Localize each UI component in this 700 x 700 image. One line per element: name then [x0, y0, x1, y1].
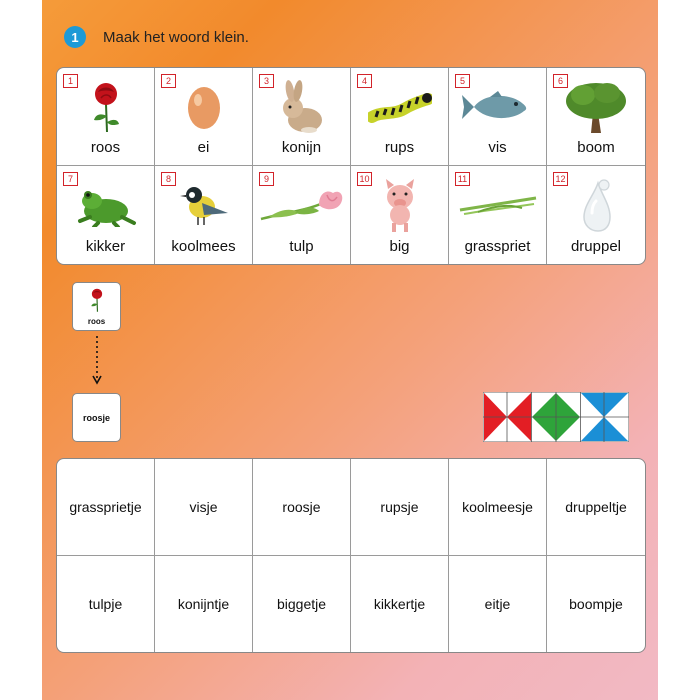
rose-icon	[57, 80, 154, 134]
answer-card[interactable]	[57, 556, 155, 653]
egg-icon	[155, 80, 252, 134]
exercise-number: 1	[64, 26, 86, 48]
answer-grid	[56, 458, 646, 653]
answer-card[interactable]	[449, 556, 547, 653]
item-number: 12	[553, 172, 568, 186]
picture-card[interactable]	[155, 68, 253, 166]
item-word: koolmees	[171, 238, 236, 255]
answer-word: biggetje	[276, 595, 327, 612]
answer-card[interactable]	[253, 556, 351, 653]
item-word: roos	[90, 139, 121, 156]
rabbit-icon	[253, 80, 350, 134]
item-number: 11	[455, 172, 470, 186]
item-word: ei	[197, 139, 210, 156]
bird-icon	[155, 178, 252, 232]
answer-word: rupsje	[380, 498, 419, 515]
item-number: 8	[161, 172, 176, 186]
answer-word: tulpje	[88, 595, 123, 612]
picture-card[interactable]	[547, 68, 645, 166]
picture-card[interactable]	[253, 166, 351, 264]
answer-card[interactable]	[253, 459, 351, 556]
example-picture-card	[72, 282, 121, 331]
answer-word: roosje	[282, 498, 321, 515]
answer-card[interactable]	[155, 556, 253, 653]
answer-card[interactable]	[351, 459, 449, 556]
answer-word: kikkertje	[373, 595, 426, 612]
example-answer-card: roosje	[72, 393, 121, 442]
picture-card[interactable]	[155, 166, 253, 264]
item-word: boom	[577, 139, 615, 156]
item-word: kikker	[85, 238, 126, 255]
exercise-instruction: Maak het woord klein.	[103, 28, 249, 46]
answer-word: druppeltje	[565, 498, 627, 515]
answer-card[interactable]	[547, 556, 645, 653]
item-word: grasspriet	[464, 238, 531, 255]
item-word: konijn	[281, 139, 322, 156]
item-number: 4	[357, 74, 372, 88]
item-number: 10	[357, 172, 372, 186]
grass-icon	[449, 178, 546, 232]
answer-word: boompje	[569, 595, 623, 612]
fish-icon	[449, 80, 546, 134]
color-code-pattern	[483, 392, 629, 442]
item-number: 9	[259, 172, 274, 186]
answer-word: konijntje	[177, 595, 230, 612]
answer-card[interactable]	[351, 556, 449, 653]
picture-card[interactable]	[449, 68, 547, 166]
tulip-icon	[253, 178, 350, 232]
answer-word: visje	[189, 498, 218, 515]
dotted-arrow-icon	[92, 336, 102, 386]
item-word: rups	[384, 139, 415, 156]
picture-card[interactable]	[449, 166, 547, 264]
answer-word: grassprietje	[69, 498, 142, 515]
piglet-icon	[351, 178, 448, 232]
answer-word: koolmeesje	[462, 498, 533, 515]
rose-icon	[73, 286, 120, 314]
picture-grid	[56, 67, 646, 265]
tree-icon	[547, 80, 645, 134]
worksheet-page	[42, 0, 658, 700]
picture-card[interactable]	[57, 68, 155, 166]
frog-icon	[57, 178, 154, 232]
item-word: vis	[488, 139, 507, 156]
item-number: 3	[259, 74, 274, 88]
answer-card[interactable]	[57, 459, 155, 556]
item-number: 2	[161, 74, 176, 88]
item-word: big	[389, 238, 410, 255]
item-number: 1	[63, 74, 78, 88]
picture-card[interactable]	[547, 166, 645, 264]
picture-card[interactable]	[57, 166, 155, 264]
droplet-icon	[547, 178, 645, 232]
item-number: 6	[553, 74, 568, 88]
item-word: druppel	[570, 238, 622, 255]
answer-word: eitje	[484, 595, 511, 612]
item-number: 7	[63, 172, 78, 186]
answer-card[interactable]	[449, 459, 547, 556]
answer-card[interactable]	[547, 459, 645, 556]
exercise-header	[64, 25, 249, 49]
answer-card[interactable]	[155, 459, 253, 556]
example-word: roos	[87, 317, 106, 326]
item-word: tulp	[289, 238, 314, 255]
caterpillar-icon	[351, 80, 448, 134]
picture-card[interactable]	[351, 68, 449, 166]
picture-card[interactable]	[351, 166, 449, 264]
picture-card[interactable]	[253, 68, 351, 166]
item-number: 5	[455, 74, 470, 88]
